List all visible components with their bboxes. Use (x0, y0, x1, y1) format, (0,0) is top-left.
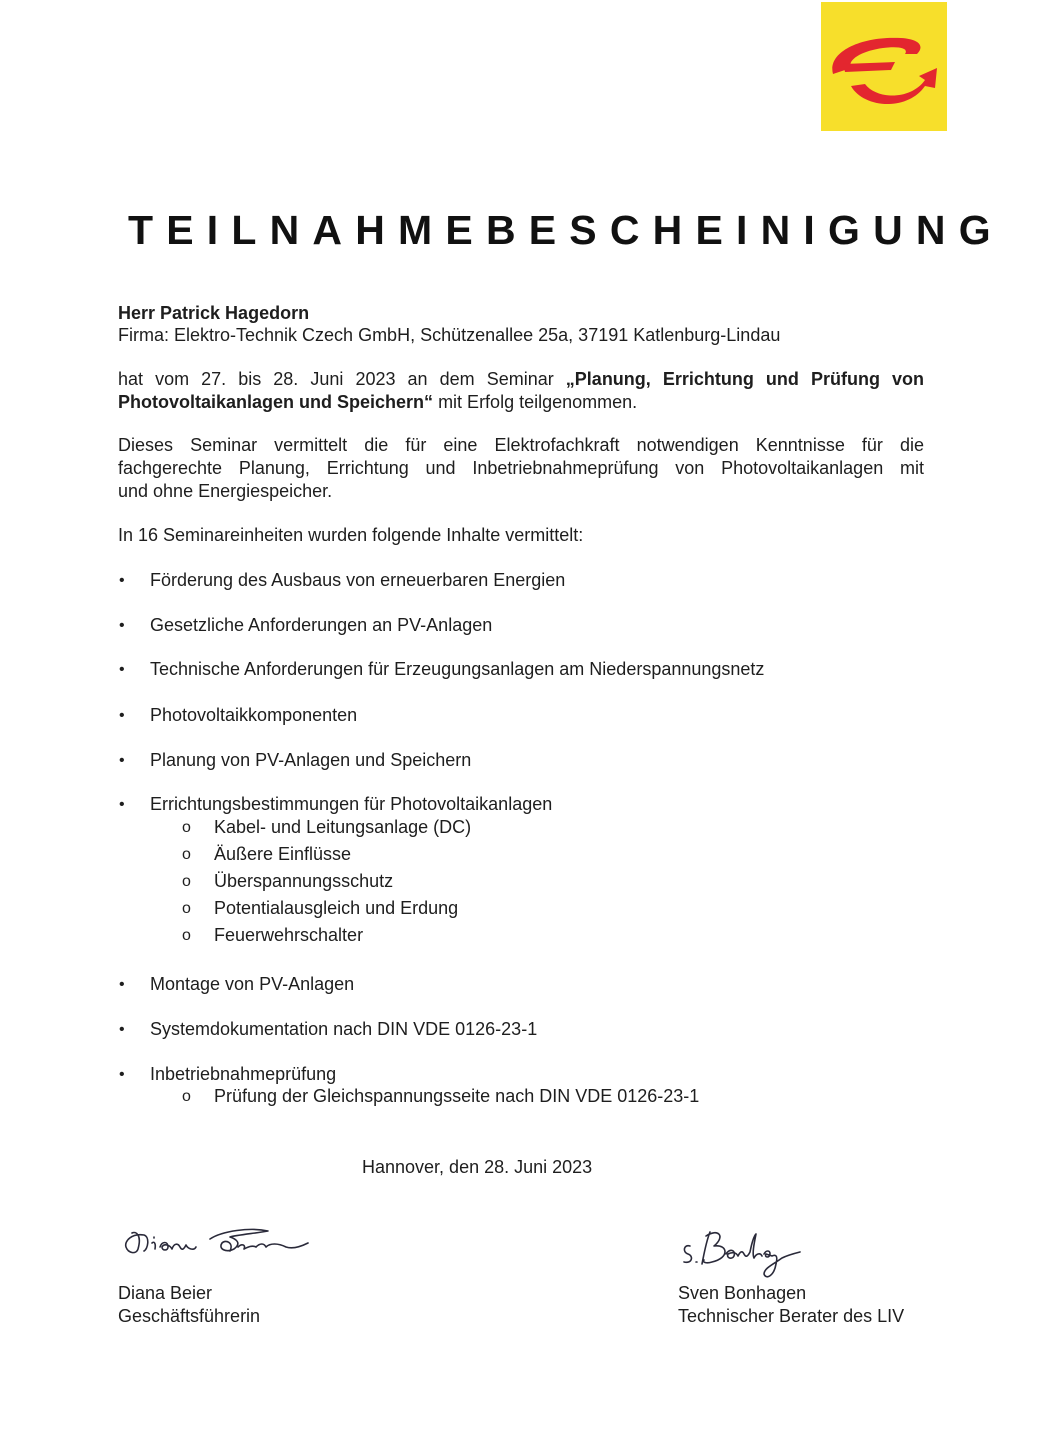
signature-sven-bonhagen (676, 1222, 806, 1284)
sub-list-item: o Äußere Einflüsse (214, 843, 351, 866)
intro-prefix: hat vom 27. bis 28. Juni 2023 an dem Seminar (118, 369, 554, 389)
description-line-3: und ohne Energiespeicher. (118, 481, 333, 501)
sub-list-item: o Überspannungsschutz (214, 870, 393, 893)
description-line-2: fachgerechte Planung, Errichtung und Inbetriebnahmeprüfung von Photovoltaikanlagen mit (118, 458, 924, 478)
intro-suffix: mit Erfolg teilgenommen. (438, 392, 638, 412)
description-line-1: Dieses Seminar vermittelt die für eine Elektrofachkraft notwendigen Kenntnisse für die (118, 435, 924, 455)
signatory-right-role: Technischer Berater des LIV (678, 1306, 905, 1326)
intro-line-2 (118, 391, 924, 414)
signatory-right-name: Sven Bonhagen (678, 1283, 807, 1303)
recipient-name: Herr Patrick Hagedorn (118, 303, 310, 323)
list-item: • Gesetzliche Anforderungen an PV-Anlagen (150, 614, 492, 637)
seminar-title-part-1: „Planung, Errichtung und Prüfung von (565, 369, 924, 389)
e-marke-logo-icon (821, 2, 947, 131)
seminar-title-part-2: Photovoltaikanlagen und Speichern“ (118, 392, 434, 412)
contents-lead: In 16 Seminareinheiten wurden folgende Inhalte vermittelt: (118, 525, 584, 545)
list-item: • Errichtungsbestimmungen für Photovoltaikanlagen (150, 793, 552, 816)
document-title: TEILNAHMEBESCHEINIGUNG (128, 207, 1004, 253)
description-paragraph (118, 434, 924, 503)
sub-list-item: o Potentialausgleich und Erdung (214, 897, 458, 920)
signatory-left-role: Geschäftsführerin (118, 1306, 261, 1326)
list-item: • Planung von PV-Anlagen und Speichern (150, 749, 471, 772)
e-marke-logo (821, 2, 947, 131)
intro-paragraph (118, 368, 924, 414)
list-item: • Photovoltaikkomponenten (150, 704, 357, 727)
signatory-left-name: Diana Beier (118, 1283, 213, 1303)
signature-diana-beier (118, 1213, 318, 1273)
sub-list-item: o Prüfung der Gleichspannungsseite nach DIN VDE 0126-23-1 (214, 1085, 699, 1108)
list-item: • Technische Anforderungen für Erzeugungsanlagen am Niederspannungsnetz (150, 658, 764, 681)
list-item: • Montage von PV-Anlagen (150, 973, 354, 996)
sub-list-item: o Feuerwehrschalter (214, 924, 363, 947)
sub-list-item: o Kabel- und Leitungsanlage (DC) (214, 816, 471, 839)
recipient-firm: Firma: Elektro-Technik Czech GmbH, Schützenallee 25a, 37191 Katlenburg-Lindau (118, 325, 781, 345)
list-item: • Systemdokumentation nach DIN VDE 0126-23-1 (150, 1018, 537, 1041)
list-item: • Inbetriebnahmeprüfung (150, 1063, 336, 1086)
list-item: • Förderung des Ausbaus von erneuerbaren Energien (150, 569, 565, 592)
intro-line-1 (118, 368, 924, 391)
place-and-date: Hannover, den 28. Juni 2023 (362, 1157, 593, 1177)
